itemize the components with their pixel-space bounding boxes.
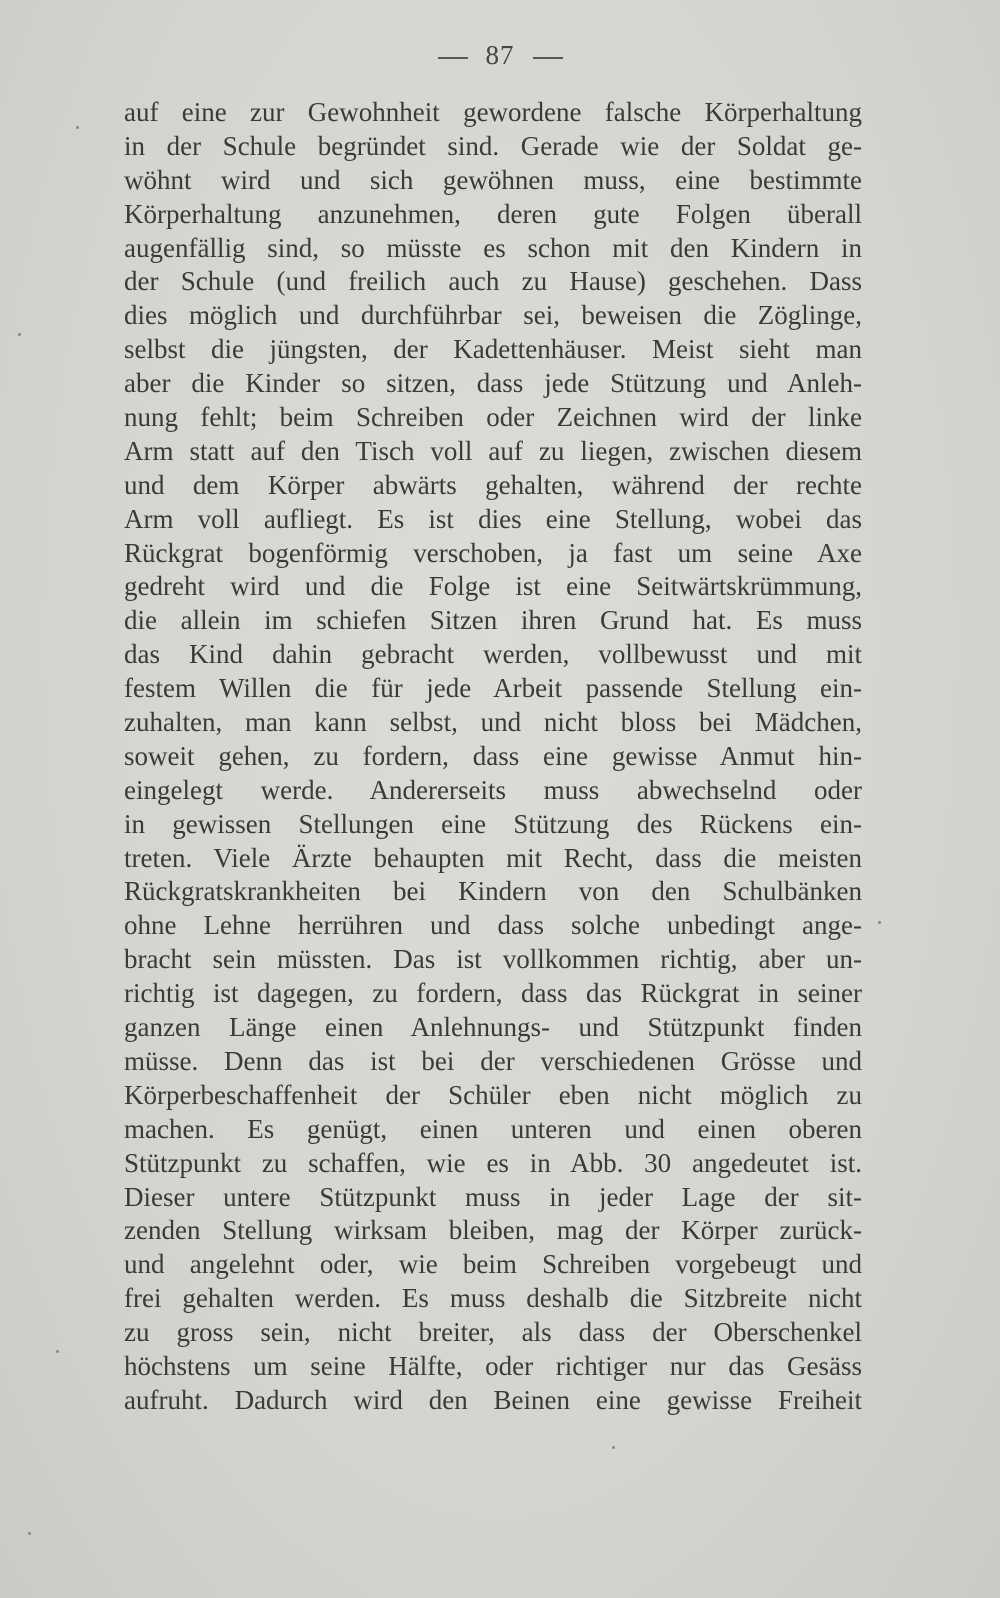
text-line: bracht sein müssten. Das ist vollkommen richtig, aber un- (124, 944, 862, 975)
text-line: zuhalten, man kann selbst, und nicht bloss bei Mädchen, (124, 707, 862, 738)
text-line: Rückgratskrankheiten bei Kindern von den Schulbänken (124, 876, 862, 907)
page-header (0, 40, 1000, 71)
text-line: aufruht. Dadurch wird den Beinen eine gewisse Freiheit (124, 1384, 862, 1415)
text-line: auf eine zur Gewohnheit gewordene falsche Körperhaltung (124, 97, 862, 127)
paper-speck (76, 126, 79, 129)
text-line: Dieser untere Stützpunkt muss in jeder Lage der sit- (124, 1181, 862, 1212)
text-line: machen. Es genügt, einen unteren und einen oberen (124, 1113, 862, 1144)
text-line: gedreht wird und die Folge ist eine Seitwärtskrümmung, (124, 571, 862, 602)
text-line: das Kind dahin gebracht werden, vollbewusst und mit (124, 639, 862, 670)
text-line: frei gehalten werden. Es muss deshalb die Sitzbreite nicht (124, 1283, 862, 1314)
text-line: selbst die jüngsten, der Kadettenhäuser. Meist sieht man (124, 334, 862, 365)
paper-speck (878, 921, 881, 924)
header-dash-left (438, 57, 468, 59)
header-dash-right (533, 57, 563, 59)
text-line: Körperbeschaffenheit der Schüler eben nicht möglich zu (124, 1079, 862, 1110)
text-line: soweit gehen, zu fordern, dass eine gewisse Anmut hin- (124, 740, 862, 771)
text-line: Stützpunkt zu schaffen, wie es in Abb. 30 angedeutet ist. (124, 1147, 862, 1178)
text-line: der Schule (und freilich auch zu Hause) geschehen. Dass (124, 266, 862, 297)
text-line: wöhnt wird und sich gewöhnen muss, eine bestimmte (124, 164, 862, 195)
text-line: in der Schule begründet sind. Gerade wie der Soldat ge- (124, 130, 862, 161)
paper-speck (612, 1446, 615, 1449)
paper-speck (18, 333, 21, 336)
text-line: eingelegt werde. Andererseits muss abwechselnd oder (124, 774, 862, 805)
text-line: die allein im schiefen Sitzen ihren Grund hat. Es muss (124, 605, 862, 636)
text-line: Körperhaltung anzunehmen, deren gute Folgen überall (124, 198, 862, 229)
text-line: aber die Kinder so sitzen, dass jede Stützung und Anleh- (124, 368, 862, 399)
text-line: ohne Lehne herrühren und dass solche unbedingt ange- (124, 910, 862, 941)
text-line: nung fehlt; beim Schreiben oder Zeichnen wird der linke (124, 402, 862, 433)
text-line: müsse. Denn das ist bei der verschiedenen Grösse und (124, 1045, 862, 1076)
text-line: ganzen Länge einen Anlehnungs- und Stützpunkt finden (124, 1012, 862, 1043)
page-number: 87 (485, 40, 515, 70)
text-line: Arm voll aufliegt. Es ist dies eine Stellung, wobei das (124, 503, 862, 534)
text-line: in gewissen Stellungen eine Stützung des Rückens ein- (124, 808, 862, 839)
body-text (124, 96, 862, 1418)
text-line: höchstens um seine Hälfte, oder richtiger nur das Gesäss (124, 1350, 862, 1381)
text-line: dies möglich und durchführbar sei, beweisen die Zöglinge, (124, 300, 862, 331)
paper-speck (28, 1532, 31, 1535)
text-line: und dem Körper abwärts gehalten, während der rechte (124, 469, 862, 500)
text-line: Arm statt auf den Tisch voll auf zu liegen, zwischen diesem (124, 435, 862, 466)
text-line: zenden Stellung wirksam bleiben, mag der Körper zurück- (124, 1215, 862, 1246)
text-line: treten. Viele Ärzte behaupten mit Recht, dass die meisten (124, 842, 862, 873)
text-line: Rückgrat bogenförmig verschoben, ja fast um seine Axe (124, 537, 862, 568)
text-line: augenfällig sind, so müsste es schon mit den Kindern in (124, 232, 862, 263)
text-line: festem Willen die für jede Arbeit passende Stellung ein- (124, 673, 862, 704)
text-line: und angelehnt oder, wie beim Schreiben vorgebeugt und (124, 1249, 862, 1280)
text-line: zu gross sein, nicht breiter, als dass der Oberschenkel (124, 1317, 862, 1348)
paper-speck (56, 1350, 59, 1353)
text-line: richtig ist dagegen, zu fordern, dass das Rückgrat in seiner (124, 978, 862, 1009)
